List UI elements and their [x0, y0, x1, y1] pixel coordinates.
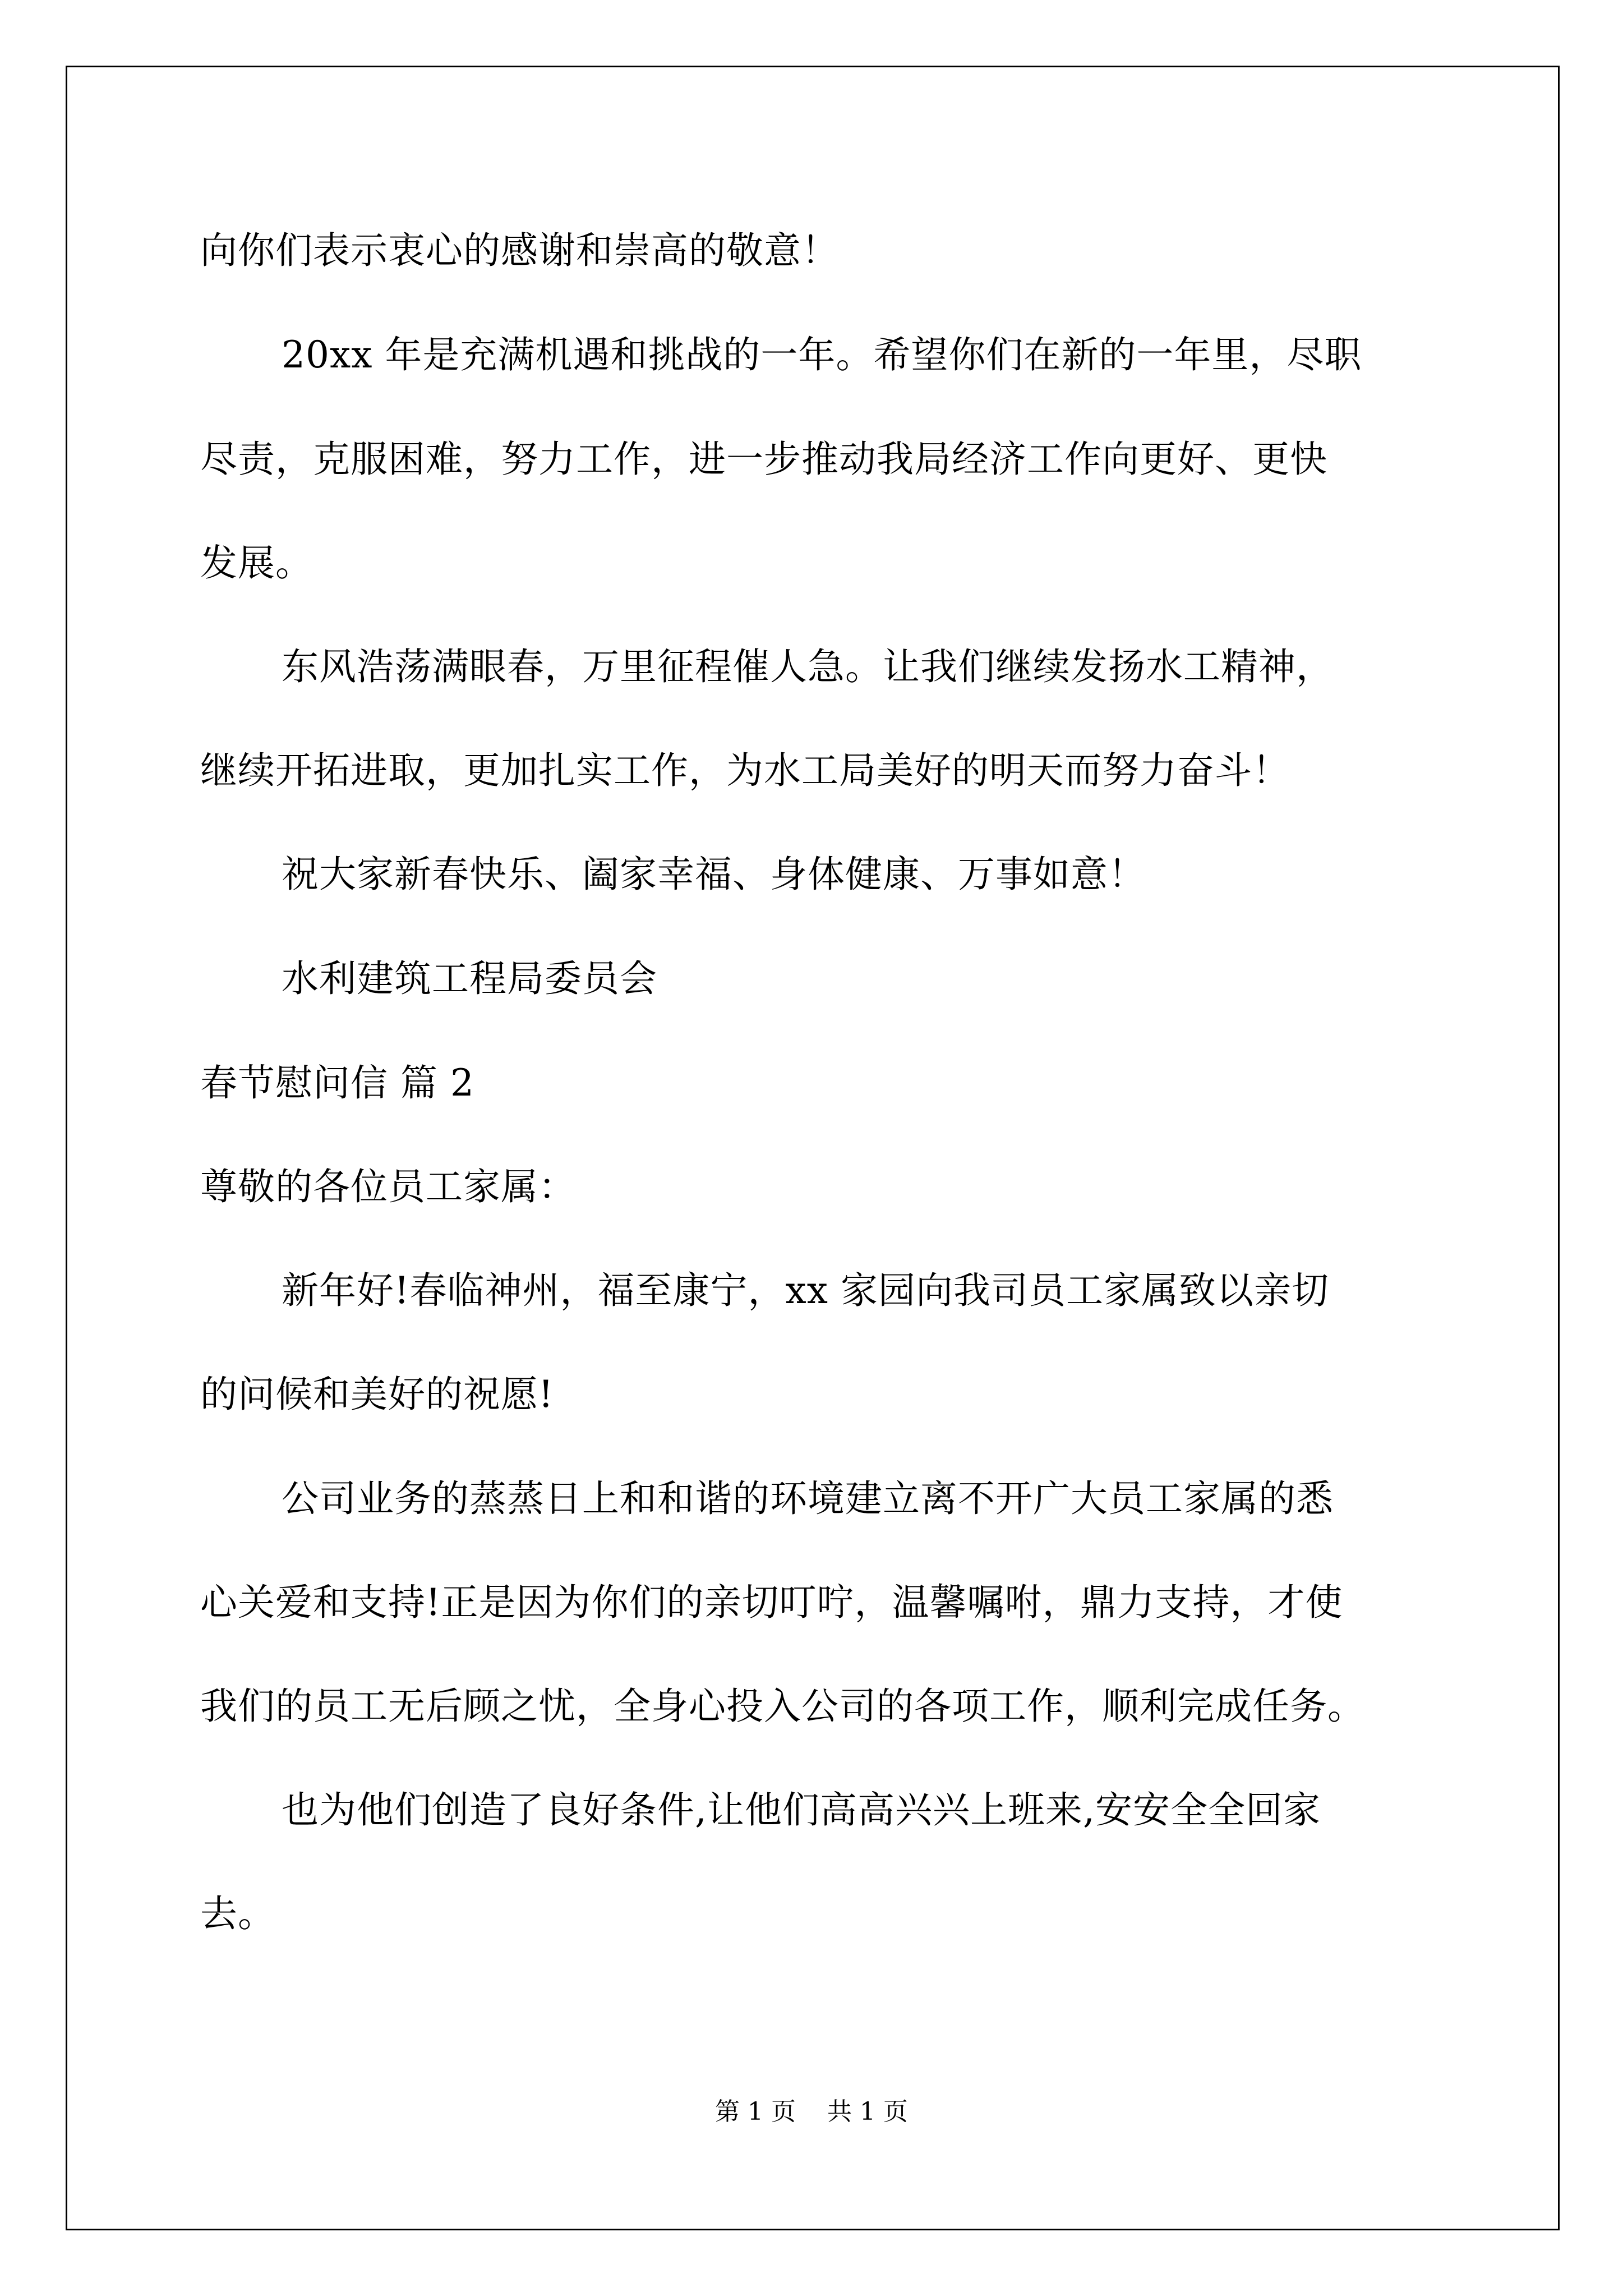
signature-line: 水利建筑工程局委员会 — [282, 957, 657, 1000]
page-border — [66, 66, 1560, 2230]
text-line-13: 公司业务的蒸蒸日上和和谐的环境建立离不开广大员工家属的悉 — [282, 1477, 1334, 1520]
salutation: 尊敬的各位员工家属： — [200, 1165, 576, 1208]
text-line-15: 我们的员工无后顾之忧，全身心投入公司的各项工作，顺利完成任务。 — [200, 1685, 1365, 1728]
text-line-11: 新年好!春临神州，福至康宁，xx 家园向我司员工家属致以亲切 — [282, 1269, 1329, 1312]
text-line-5: 东风浩荡满眼春，万里征程催人急。让我们继续发扬水工精神， — [282, 645, 1334, 688]
page-number-footer: 第 1 页 共 1 页 — [715, 2097, 908, 2126]
text-line-16: 也为他们创造了良好条件,让他们高高兴兴上班来,安安全全回家 — [282, 1788, 1321, 1832]
text-line-2: 20xx 年是充满机遇和挑战的一年。希望你们在新的一年里，尽职 — [282, 333, 1362, 376]
text-line-14: 心关爱和支持!正是因为你们的亲切叮咛，温馨嘱咐，鼎力支持，才使 — [200, 1581, 1343, 1624]
section-heading: 春节慰问信 篇 2 — [200, 1061, 474, 1105]
text-line-4: 发展。 — [200, 541, 313, 585]
text-line-6: 继续开拓进取，更加扎实工作，为水工局美好的明天而努力奋斗！ — [200, 749, 1290, 792]
text-line-17: 去。 — [200, 1892, 275, 1935]
text-line-12: 的问候和美好的祝愿! — [200, 1373, 554, 1416]
text-line-7: 祝大家新春快乐、阖家幸福、身体健康、万事如意！ — [282, 853, 1146, 896]
text-line-3: 尽责，克服困难，努力工作，进一步推动我局经济工作向更好、更快 — [200, 438, 1327, 481]
text-line-1: 向你们表示衷心的感谢和崇高的敬意！ — [200, 229, 839, 272]
